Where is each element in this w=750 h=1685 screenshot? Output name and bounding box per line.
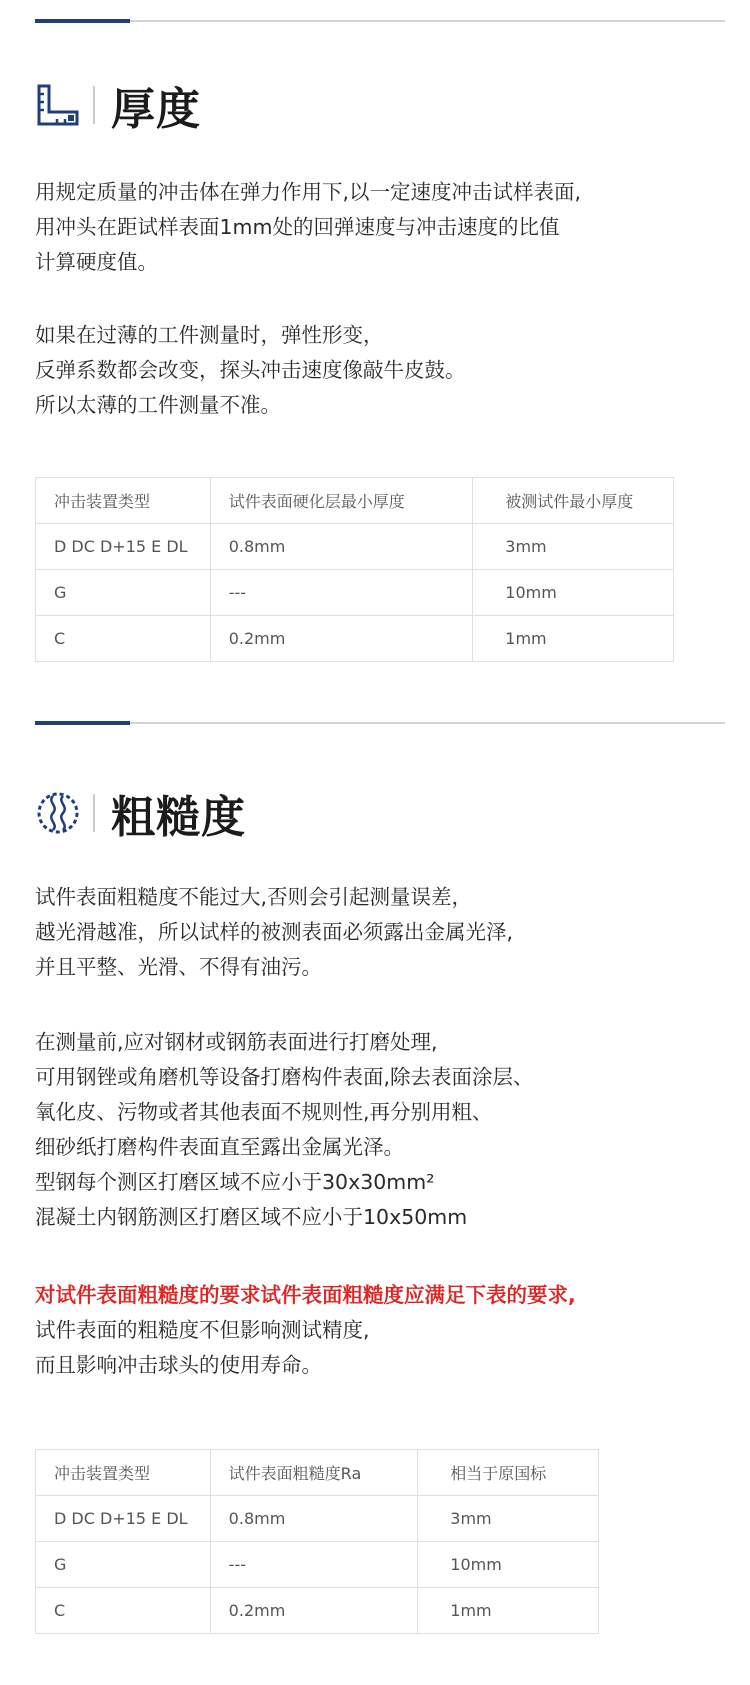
table-header-cell: 相当于原国标	[418, 1450, 599, 1496]
table-cell: 10mm	[473, 570, 674, 616]
roughness-title: 粗糙度	[111, 792, 246, 843]
section-divider-roughness	[35, 722, 725, 724]
text-line: 试件表面的粗糙度不但影响测试精度,	[35, 1318, 370, 1342]
table-cell: ---	[210, 570, 473, 616]
text-line: 所以太薄的工件测量不准。	[35, 393, 281, 417]
text-line: 混凝土内钢筋测区打磨区域不应小于10x50mm	[35, 1205, 468, 1229]
table-cell: C	[36, 616, 211, 662]
text-line: 越光滑越准，所以试样的被测表面必须露出金属光泽,	[35, 920, 514, 944]
text-line: 并且平整、光滑、不得有油污。	[35, 955, 322, 979]
table-cell: 3mm	[473, 524, 674, 570]
divider-accent	[35, 19, 130, 23]
text-line: 而且影响冲击球头的使用寿命。	[35, 1353, 322, 1377]
roughness-circle-icon	[35, 790, 81, 836]
text-line: 用规定质量的冲击体在弹力作用下,以一定速度冲击试样表面,	[35, 180, 582, 204]
table-cell: 1mm	[418, 1588, 599, 1634]
table-header-row	[36, 478, 674, 524]
table-header-cell: 试件表面硬化层最小厚度	[210, 478, 473, 524]
table-row	[36, 1542, 599, 1588]
table-cell: G	[36, 570, 211, 616]
table-cell: D DC D+15 E DL	[36, 524, 211, 570]
table-cell: ---	[210, 1542, 418, 1588]
text-line: 细砂纸打磨构件表面直至露出金属光泽。	[35, 1135, 404, 1159]
thickness-paragraph-1	[35, 175, 735, 280]
text-line: 在测量前,应对钢材或钢筋表面进行打磨处理,	[35, 1030, 438, 1054]
table-cell: G	[36, 1542, 211, 1588]
heading-separator	[93, 86, 95, 124]
table-cell: D DC D+15 E DL	[36, 1496, 211, 1542]
table-row	[36, 616, 674, 662]
thickness-title: 厚度	[111, 84, 201, 135]
text-line: 如果在过薄的工件测量时，弹性形变，	[35, 323, 384, 347]
table-cell: 0.8mm	[210, 1496, 418, 1542]
table-header-row	[36, 1450, 599, 1496]
table-cell: 0.2mm	[210, 1588, 418, 1634]
table-cell: C	[36, 1588, 211, 1634]
text-line: 可用钢锉或角磨机等设备打磨构件表面,除去表面涂层、	[35, 1065, 534, 1089]
table-cell: 10mm	[418, 1542, 599, 1588]
heading-separator	[93, 794, 95, 832]
table-row	[36, 570, 674, 616]
highlight-text: 对试件表面粗糙度的要求试件表面粗糙度应满足下表的要求,	[35, 1283, 576, 1307]
table-header-cell: 冲击装置类型	[36, 1450, 211, 1496]
text-line: 型钢每个测区打磨区域不应小于30x30mm²	[35, 1170, 435, 1194]
table-row	[36, 524, 674, 570]
text-line: 氧化皮、污物或者其他表面不规则性,再分别用粗、	[35, 1100, 493, 1124]
table-header-cell: 试件表面粗糙度Ra	[210, 1450, 418, 1496]
roughness-table	[35, 1449, 599, 1634]
thickness-paragraph-2	[35, 318, 735, 423]
text-line: 计算硬度值。	[35, 250, 158, 274]
table-row	[36, 1588, 599, 1634]
roughness-heading	[35, 783, 246, 843]
table-header-cell: 被测试件最小厚度	[473, 478, 674, 524]
table-cell: 3mm	[418, 1496, 599, 1542]
thickness-table	[35, 477, 674, 662]
thickness-heading	[35, 75, 201, 135]
text-line: 用冲头在距试样表面1mm处的回弹速度与冲击速度的比值	[35, 215, 560, 239]
table-cell: 0.8mm	[210, 524, 473, 570]
table-row	[36, 1496, 599, 1542]
text-line: 试件表面粗糙度不能过大,否则会引起测量误差，	[35, 885, 473, 909]
table-header-cell: 冲击装置类型	[36, 478, 211, 524]
text-line: 反弹系数都会改变，探头冲击速度像敲牛皮鼓。	[35, 358, 466, 382]
thickness-ruler-icon	[35, 82, 81, 128]
roughness-paragraph-3	[35, 1278, 735, 1383]
roughness-paragraph-1	[35, 880, 735, 985]
divider-accent	[35, 721, 130, 725]
section-divider-thickness	[35, 20, 725, 22]
roughness-paragraph-2	[35, 1025, 735, 1235]
table-cell: 1mm	[473, 616, 674, 662]
table-cell: 0.2mm	[210, 616, 473, 662]
